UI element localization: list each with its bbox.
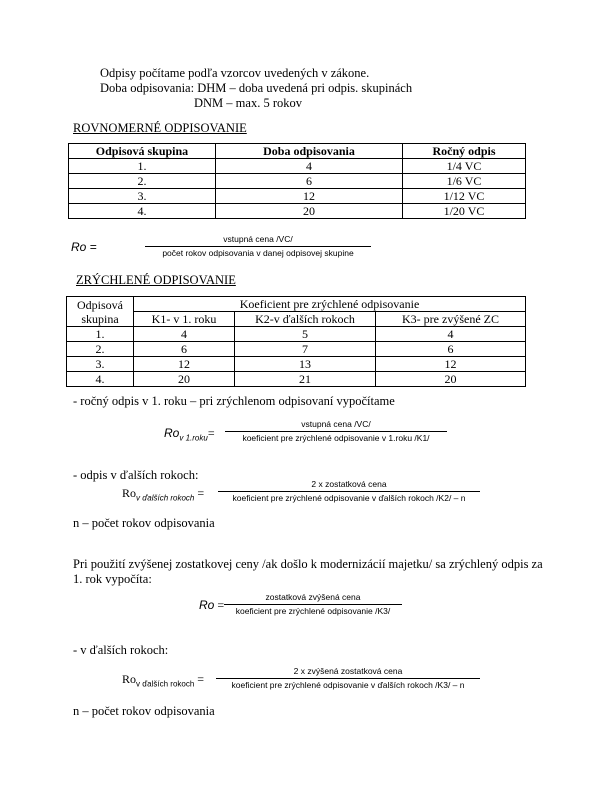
ro-symbol: Ro [122, 672, 137, 686]
formula-raised-first-lhs: Ro = [199, 598, 225, 612]
ro-subscript: v ďalších rokoch [136, 679, 195, 689]
formula-ro-fraction [145, 234, 371, 259]
table-cell: 7 [235, 342, 376, 357]
ro-subscript: v 1.roku [179, 433, 208, 443]
formula-numerator: 2 x zvýšená zostatková cena [293, 666, 403, 676]
n-note-2: n – počet rokov odpisovania [73, 704, 215, 718]
header-cell: Doba odpisovania [216, 144, 403, 159]
table-cell: 4 [134, 327, 235, 342]
table-cell: 4 [376, 327, 526, 342]
table-cell: 20 [376, 372, 526, 387]
header-skupina-line1: Odpisová [77, 297, 123, 312]
heading-rovnomerne: ROVNOMERNÉ ODPISOVANIE [73, 121, 247, 135]
heading-zrychlene: ZRÝCHLENÉ ODPISOVANIE [76, 273, 236, 287]
formula-next-years-fraction [218, 479, 480, 504]
first-year-label: - ročný odpis v 1. roku – pri zrýchlenom odpisovaní vypočítame [73, 394, 395, 408]
table-cell: 1/12 VC [403, 189, 526, 204]
table-cell: 1. [67, 327, 134, 342]
header-cell: Odpisová skupina [69, 144, 216, 159]
table-cell: 12 [134, 357, 235, 372]
formula-numerator: vstupná cena /VC/ [223, 234, 293, 244]
subheader-cell: K1- v 1. roku [134, 312, 235, 327]
table-header-row [69, 144, 526, 159]
table-cell: 1/20 VC [403, 204, 526, 219]
ro-symbol: Ro [164, 426, 180, 440]
header-skupina-line2: skupina [81, 311, 119, 326]
table-cell: 4. [67, 372, 134, 387]
formula-denominator: koeficient pre zrýchlené odpisovanie v ďalších rokoch /K3/ – n [216, 678, 480, 691]
formula-denominator: koeficient pre zrýchlené odpisovanie /K3/ [224, 604, 402, 617]
intro-line-1: Odpisy počítame podľa vzorcov uvedených v zákone. [100, 66, 370, 80]
subheader-cell: K3- pre zvýšené ZC [376, 312, 526, 327]
intro-line-2: Doba odpisovania: DHM – doba uvedená pri odpis. skupinách [100, 81, 413, 95]
ro-subscript: v ďalších rokoch [136, 493, 195, 503]
raised-intro-line-1: Pri použití zvýšenej zostatkovej ceny /ak došlo k modernizácií majetku/ sa zrýchlený odpis za [73, 557, 543, 571]
table-row [67, 372, 526, 387]
table-cell: 13 [235, 357, 376, 372]
formula-raised-next-lhs: $Ro_{v ďalších rokoch}$ = [122, 672, 205, 689]
raised-next-label: - v ďalších rokoch: [73, 643, 169, 657]
formula-first-year-lhs: $Ro_{v 1.roku}=$ [164, 426, 215, 443]
table-cell: 1. [69, 159, 216, 174]
table-cell: 21 [235, 372, 376, 387]
table-cell: 6 [376, 342, 526, 357]
table-cell: 6 [216, 174, 403, 189]
table-row [67, 342, 526, 357]
header-group-koeficient: Koeficient pre zrýchlené odpisovanie [134, 297, 526, 312]
header-cell: Ročný odpis [403, 144, 526, 159]
table-cell: 5 [235, 327, 376, 342]
raised-intro-line-2: 1. rok vypočíta: [73, 572, 152, 586]
table-cell: 12 [376, 357, 526, 372]
table-cell: 2. [67, 342, 134, 357]
table-cell: 4. [69, 204, 216, 219]
table-cell: 20 [216, 204, 403, 219]
formula-first-year-fraction [225, 419, 447, 444]
table-cell: 3. [69, 189, 216, 204]
formula-numerator: 2 x zostatková cena [311, 479, 387, 489]
table-row [69, 189, 526, 204]
formula-ro-symbol: Ro = [71, 240, 97, 254]
table-subheader-row [67, 312, 526, 327]
table-row [69, 174, 526, 189]
next-years-label: - odpis v ďalších rokoch: [73, 468, 199, 482]
ro-symbol: Ro [199, 598, 215, 612]
table-cell: 2. [69, 174, 216, 189]
table-cell: 12 [216, 189, 403, 204]
table-cell: 6 [134, 342, 235, 357]
formula-ro-lhs [71, 240, 97, 255]
table-zrychlene [66, 296, 526, 387]
table-cell: 20 [134, 372, 235, 387]
table-rovnomerne [68, 143, 526, 219]
table-cell: 1/4 VC [403, 159, 526, 174]
table-row [67, 357, 526, 372]
formula-numerator: zostatková zvýšená cena [265, 592, 361, 602]
subheader-cell: K2-v ďalších rokoch [235, 312, 376, 327]
formula-next-years-lhs: $Ro_{v ďalších rokoch}$ = [122, 486, 205, 503]
table-row [69, 159, 526, 174]
ro-symbol: Ro [122, 486, 137, 500]
table-cell: 3. [67, 357, 134, 372]
header-cell-skupina [67, 297, 134, 327]
table-header-row [67, 297, 526, 312]
formula-raised-first-fraction [224, 592, 402, 617]
table-row [67, 327, 526, 342]
n-note-1: n – počet rokov odpisovania [73, 516, 215, 530]
intro-line-3: DNM – max. 5 rokov [194, 96, 302, 110]
table-cell: 4 [216, 159, 403, 174]
formula-numerator: vstupná cena /VC/ [301, 419, 371, 429]
formula-denominator: koeficient pre zrýchlené odpisovanie v 1.roku /K1/ [225, 431, 447, 444]
table-row [69, 204, 526, 219]
formula-denominator: koeficient pre zrýchlené odpisovanie v ďalších rokoch /K2/ – n [218, 491, 480, 504]
table-cell: 1/6 VC [403, 174, 526, 189]
formula-denominator: počet rokov odpisovania v danej odpisovej skupine [145, 246, 371, 259]
formula-raised-next-fraction [216, 666, 480, 691]
